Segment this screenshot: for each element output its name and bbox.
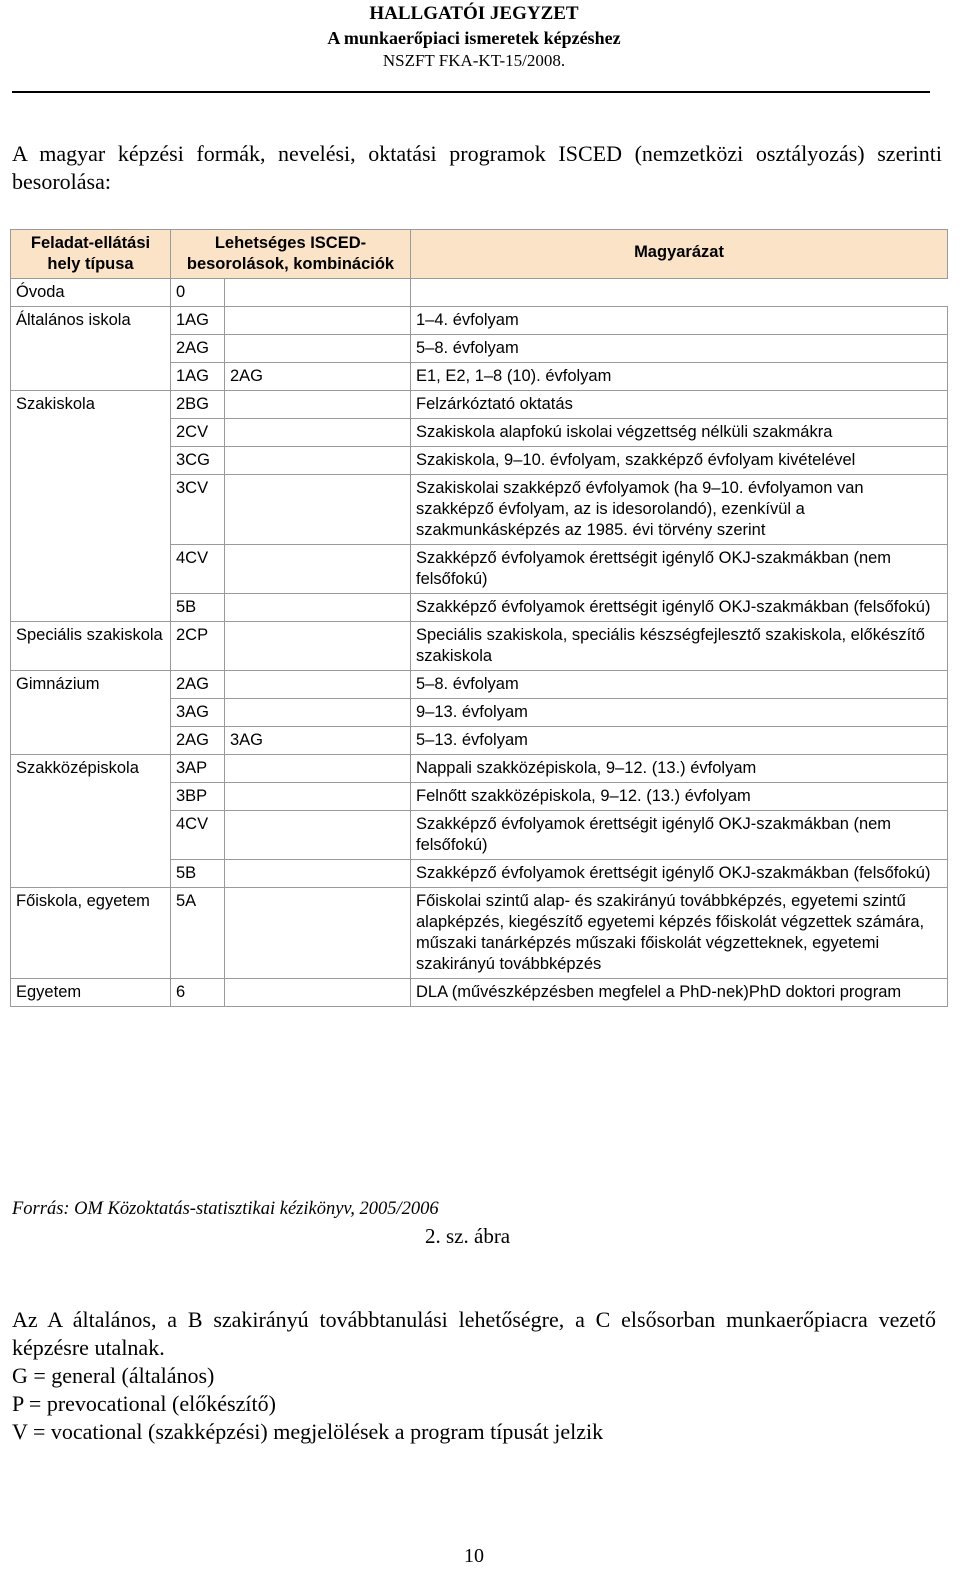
cell-explanation: 5–13. évfolyam [411, 727, 948, 755]
cell-explanation: 5–8. évfolyam [411, 335, 948, 363]
header-isced: Lehetséges ISCED-besorolások, kombinációk [171, 230, 411, 279]
cell-isced-1: 6 [171, 979, 225, 1007]
table-row [11, 727, 948, 755]
cell-explanation: Szakiskola, 9–10. évfolyam, szakképző évfolyam kivételével [411, 447, 948, 475]
cell-isced-2 [225, 979, 411, 1007]
cell-explanation: Speciális szakiskola, speciális készségfejlesztő szakiskola, előkészítő szakiskola [411, 622, 948, 671]
figure-caption: 2. sz. ábra [425, 1224, 511, 1248]
cell-isced-1: 5B [171, 860, 225, 888]
table-row [11, 811, 948, 860]
cell-isced-1: 3CV [171, 475, 225, 545]
cell-type [11, 447, 171, 475]
cell-type: Gimnázium [11, 671, 171, 699]
cell-type: Szakiskola [11, 391, 171, 419]
cell-isced-1: 2AG [171, 727, 225, 755]
table-row [11, 888, 948, 979]
table-row [11, 307, 948, 335]
cell-type [11, 727, 171, 755]
cell-isced-1: 2CP [171, 622, 225, 671]
cell-isced-2 [225, 307, 411, 335]
cell-isced-1: 4CV [171, 811, 225, 860]
cell-isced-1: 2BG [171, 391, 225, 419]
notes-section [12, 1306, 936, 1446]
cell-type [11, 475, 171, 545]
cell-isced-2 [225, 279, 411, 307]
document-header [0, 2, 948, 72]
cell-type [11, 811, 171, 860]
table-row [11, 622, 948, 671]
cell-isced-2 [225, 622, 411, 671]
cell-isced-2: 3AG [225, 727, 411, 755]
cell-explanation: Szakképző évfolyamok érettségit igénylő OKJ-szakmákban (felsőfokú) [411, 594, 948, 622]
table-row [11, 699, 948, 727]
cell-type [11, 363, 171, 391]
note-line: V = vocational (szakképzési) megjelölések a program típusát jelzik [12, 1419, 604, 1444]
table-row [11, 755, 948, 783]
table-row [11, 419, 948, 447]
cell-isced-1: 1AG [171, 307, 225, 335]
cell-isced-2 [225, 860, 411, 888]
cell-isced-2 [225, 447, 411, 475]
cell-isced-2 [225, 671, 411, 699]
cell-explanation: Szakképző évfolyamok érettségit igénylő OKJ-szakmákban (felsőfokú) [411, 860, 948, 888]
intro-paragraph: A magyar képzési formák, nevelési, oktatási programok ISCED (nemzetközi osztályozás) szerinti besorolása: [12, 141, 942, 194]
table-row [11, 979, 948, 1007]
cell-type: Speciális szakiskola [11, 622, 171, 671]
cell-type [11, 783, 171, 811]
cell-isced-2 [225, 545, 411, 594]
table-row [11, 783, 948, 811]
cell-explanation: Felzárkóztató oktatás [411, 391, 948, 419]
cell-isced-1: 2AG [171, 335, 225, 363]
cell-explanation: Nappali szakközépiskola, 9–12. (13.) évfolyam [411, 755, 948, 783]
header-code: NSZFT FKA-KT-15/2008. [382, 51, 566, 70]
cell-isced-1: 2CV [171, 419, 225, 447]
cell-type [11, 335, 171, 363]
cell-type: Általános iskola [11, 307, 171, 335]
cell-explanation: Szakiskolai szakképző évfolyamok (ha 9–10. évfolyamon van szakképző évfolyam, az is idesorolandó), ezenkívül a szakmunkásképzés az 1985. évi törvény szerint [411, 475, 948, 545]
table-row [11, 594, 948, 622]
cell-isced-2 [225, 419, 411, 447]
cell-explanation: 9–13. évfolyam [411, 699, 948, 727]
cell-isced-2 [225, 699, 411, 727]
isced-table [10, 229, 948, 1007]
cell-isced-2 [225, 888, 411, 979]
cell-isced-2 [225, 594, 411, 622]
cell-isced-1: 1AG [171, 363, 225, 391]
cell-explanation: Szakiskola alapfokú iskolai végzettség nélküli szakmákra [411, 419, 948, 447]
table-body [11, 279, 948, 1007]
cell-type: Egyetem [11, 979, 171, 1007]
cell-type [11, 699, 171, 727]
cell-explanation: DLA (művészképzésben megfelel a PhD-nek)PhD doktori program [411, 979, 948, 1007]
header-type: Feladat-ellátási hely típusa [11, 230, 171, 279]
table-row [11, 860, 948, 888]
table-row [11, 363, 948, 391]
cell-isced-1: 5B [171, 594, 225, 622]
source-note: Forrás: OM Közoktatás-statisztikai kézikönyv, 2005/2006 [12, 1199, 439, 1219]
cell-explanation: Szakképző évfolyamok érettségit igénylő OKJ-szakmákban (nem felsőfokú) [411, 811, 948, 860]
cell-type [11, 860, 171, 888]
cell-isced-1: 3BP [171, 783, 225, 811]
table-row [11, 335, 948, 363]
table-row [11, 475, 948, 545]
header-title: HALLGATÓI JEGYZET [369, 3, 579, 24]
cell-type: Főiskola, egyetem [11, 888, 171, 979]
cell-explanation: Főiskolai szintű alap- és szakirányú továbbképzés, egyetemi szintű alapképzés, kiegészítő egyetemi képzés főiskolát végzettek számára, műszaki tanárképzés műszaki főiskolát végzetteknek, egyetemi szakirányú továbbképzés [411, 888, 948, 979]
cell-isced-1: 3AP [171, 755, 225, 783]
cell-explanation: Szakképző évfolyamok érettségit igénylő OKJ-szakmákban (nem felsőfokú) [411, 545, 948, 594]
cell-isced-1: 3CG [171, 447, 225, 475]
cell-isced-1: 3AG [171, 699, 225, 727]
cell-type: Óvoda [11, 279, 171, 307]
cell-isced-2 [225, 811, 411, 860]
cell-isced-2: 2AG [225, 363, 411, 391]
cell-isced-2 [225, 335, 411, 363]
header-explanation: Magyarázat [411, 230, 948, 279]
table-row [11, 447, 948, 475]
cell-type [11, 419, 171, 447]
cell-explanation: Felnőtt szakközépiskola, 9–12. (13.) évfolyam [411, 783, 948, 811]
cell-type: Szakközépiskola [11, 755, 171, 783]
cell-explanation: E1, E2, 1–8 (10). évfolyam [411, 363, 948, 391]
cell-isced-1: 4CV [171, 545, 225, 594]
table-row [11, 671, 948, 699]
header-subtitle: A munkaerőpiaci ismeretek képzéshez [327, 28, 621, 48]
cell-type [11, 594, 171, 622]
cell-isced-1: 2AG [171, 671, 225, 699]
page-number: 10 [464, 1545, 484, 1567]
cell-isced-2 [225, 391, 411, 419]
cell-explanation: 1–4. évfolyam [411, 307, 948, 335]
header-divider [12, 91, 930, 93]
table-row [11, 279, 948, 307]
cell-isced-2 [225, 475, 411, 545]
cell-type [11, 545, 171, 594]
cell-isced-2 [225, 755, 411, 783]
table-header-row [11, 230, 948, 279]
table-row [11, 545, 948, 594]
note-paragraph: Az A általános, a B szakirányú továbbtanulási lehetőségre, a C elsősorban munkaerőpiacra vezető képzésre utalnak. [12, 1307, 936, 1360]
cell-isced-1: 0 [171, 279, 225, 307]
note-line: P = prevocational (előkészítő) [12, 1391, 276, 1416]
cell-isced-1: 5A [171, 888, 225, 979]
cell-isced-2 [225, 783, 411, 811]
note-line: G = general (általános) [12, 1363, 215, 1388]
table-row [11, 391, 948, 419]
cell-explanation: 5–8. évfolyam [411, 671, 948, 699]
